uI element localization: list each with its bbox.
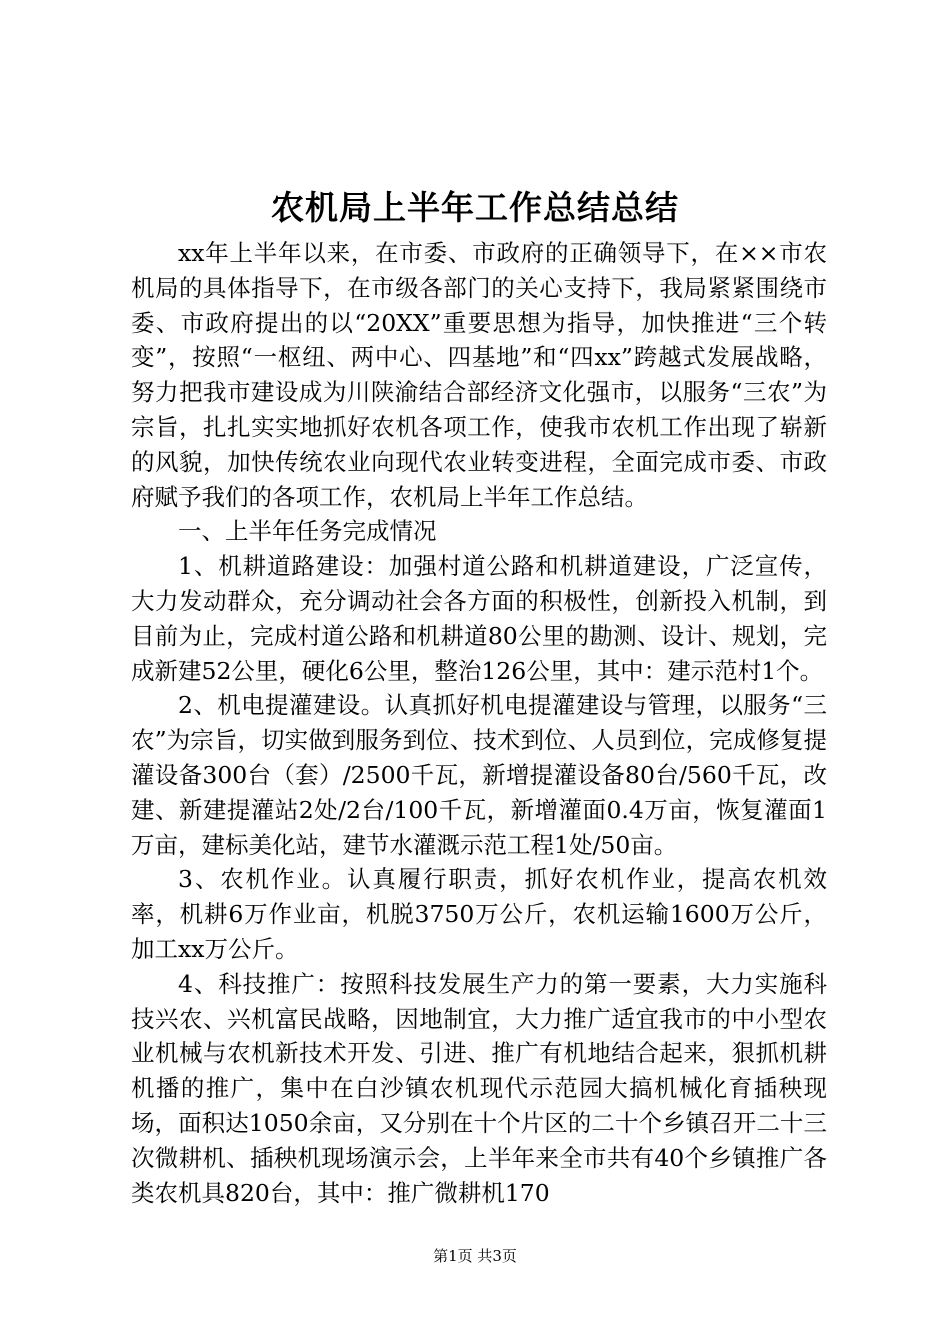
page-footer: 第1页 共3页 [433,1247,517,1265]
section-heading: 一、上半年任务完成情况 [178,517,437,546]
document-title: 农机局上半年工作总结总结 [271,188,679,227]
document-body [131,236,827,1210]
paragraph-item-3: 3、农机作业。认真履行职责，抓好农机作业，提高农机效率，机耕6万作业亩，机脱3750万公斤，农机运输1600万公斤，加工xx万公斤。 [131,865,827,963]
paragraph-item-4: 4、科技推广：按照科技发展生产力的第一要素，大力实施科技兴农、兴机富民战略，因地制宜，大力推广适宜我市的中小型农业机械与农机新技术开发、引进、推广有机地结合起来，狠抓机耕机播的推广，集中在白沙镇农机现代示范园大搞机械化育插秧现场，面积达1050余亩，又分别在十个片区的二十个乡镇召开二十三次微耕机、插秧机现场演示会，上半年来全市共有40个乡镇推广各类农机具820台，其中：推广微耕机170 [131,969,827,1207]
paragraph-item-1: 1、机耕道路建设：加强村道公路和机耕道建设，广泛宣传，大力发动群众，充分调动社会各方面的积极性，创新投入机制，到目前为止，完成村道公路和机耕道80公里的勘测、设计、规划，完成新建52公里，硬化6公里，整治126公里，其中：建示范村1个。 [131,552,827,685]
paragraph-item-2: 2、机电提灌建设。认真抓好机电提灌建设与管理，以服务“三农”为宗旨，切实做到服务到位、技术到位、人员到位，完成修复提灌设备300台（套）/2500千瓦，新增提灌设备80台/560千瓦，改建、新建提灌站2处/2台/100千瓦，新增灌面0.4万亩，恢复灌面1万亩，建标美化站，建节水灌溉示范工程1处/50亩。 [131,691,827,859]
paragraph-intro: xx年上半年以来，在市委、市政府的正确领导下，在××市农机局的具体指导下，在市级各部门的关心支持下，我局紧紧围绕市委、市政府提出的以“20XX”重要思想为指导，加快推进“三个转变”，按照“一枢纽、两中心、四基地”和“四xx”跨越式发展战略，努力把我市建设成为川陕渝结合部经济文化强市，以服务“三农”为宗旨，扎扎实实地抓好农机各项工作，使我市农机工作出现了崭新的风貌，加快传统农业向现代农业转变进程，全面完成市委、市政府赋予我们的各项工作，农机局上半年工作总结。 [131,239,827,511]
